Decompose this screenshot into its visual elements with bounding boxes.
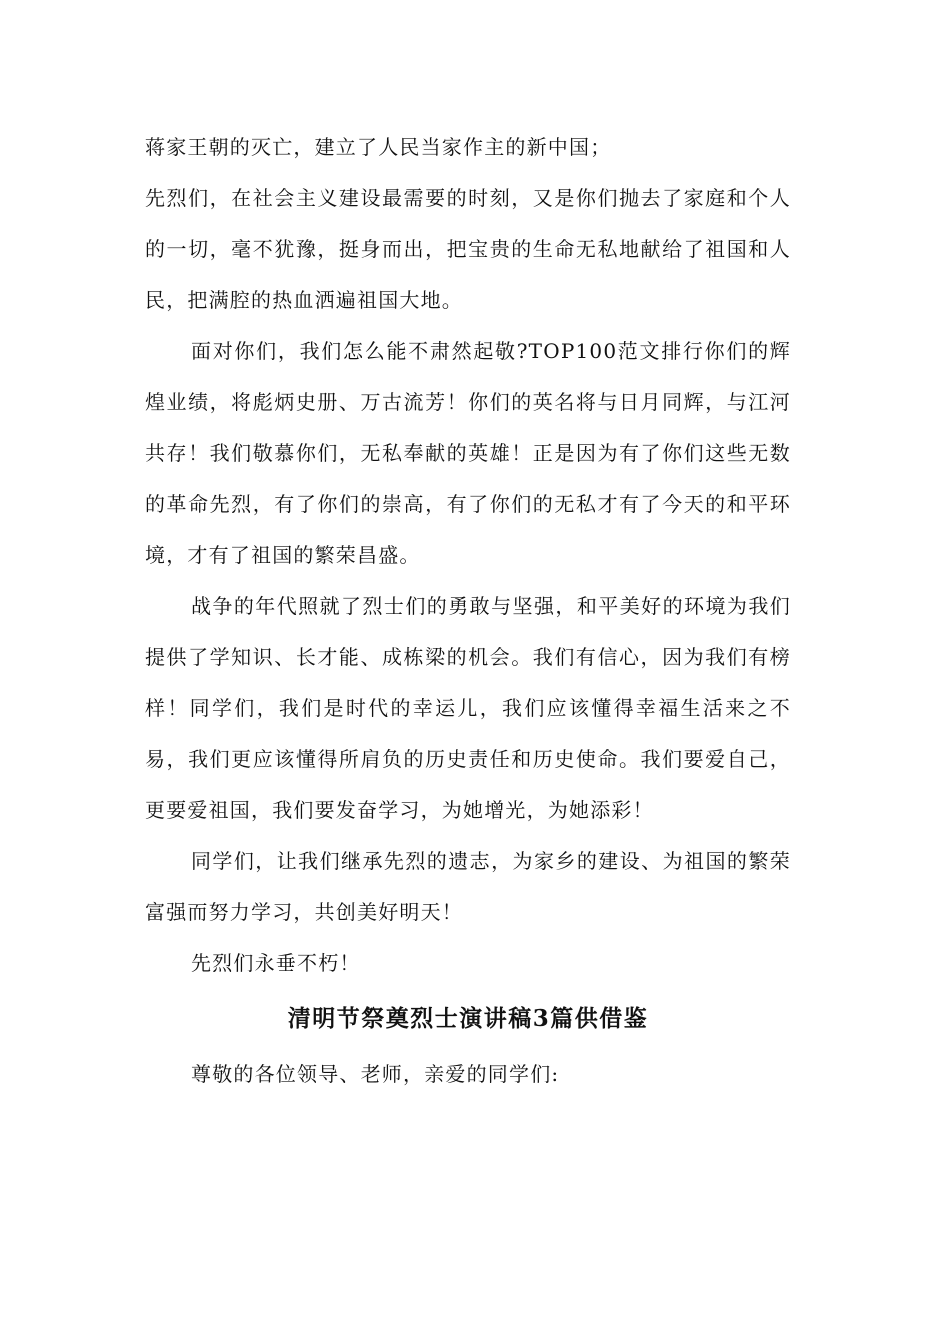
paragraph-2: 先烈们，在社会主义建设最需要的时刻，又是你们抛去了家庭和个人的一切，毫不犹豫，挺身而出，把宝贵的生命无私地献给了祖国和人民，把满腔的热血洒遍祖国大地。 [145,186,791,312]
paragraph-6: 先烈们永垂不朽！ [191,951,361,975]
paragraph-5: 同学们，让我们继承先烈的遗志，为家乡的建设、为祖国的繁荣富强而努力学习，共创美好明天！ [145,849,791,924]
paragraph-4: 战争的年代照就了烈士们的勇敢与坚强，和平美好的环境为我们提供了学知识、长才能、成栋梁的机会。我们有信心，因为我们有榜样！同学们，我们是时代的幸运儿，我们应该懂得幸福生活来之不易，我们更应该懂得所肩负的历史责任和历史使命。我们要爱自己，更要爱祖国，我们要发奋学习，为她增光，为她添彩！ [145,594,791,822]
section-title: 清明节祭奠烈士演讲稿3篇供借鉴 [287,1005,649,1032]
document-page [145,122,791,1100]
paragraph-1: 蒋家王朝的灭亡，建立了人民当家作主的新中国； [145,135,612,159]
paragraph-3: 面对你们，我们怎么能不肃然起敬?TOP100范文排行你们的辉煌业绩，将彪炳史册、万古流芳！你们的英名将与日月同辉，与江河共存！我们敬慕你们，无私奉献的英雄！正是因为有了你们这些无数的革命先烈，有了你们的崇高，有了你们的无私才有了今天的和平环境，才有了祖国的繁荣昌盛。 [145,339,791,567]
salutation: 尊敬的各位领导、老师，亲爱的同学们: [191,1062,560,1086]
